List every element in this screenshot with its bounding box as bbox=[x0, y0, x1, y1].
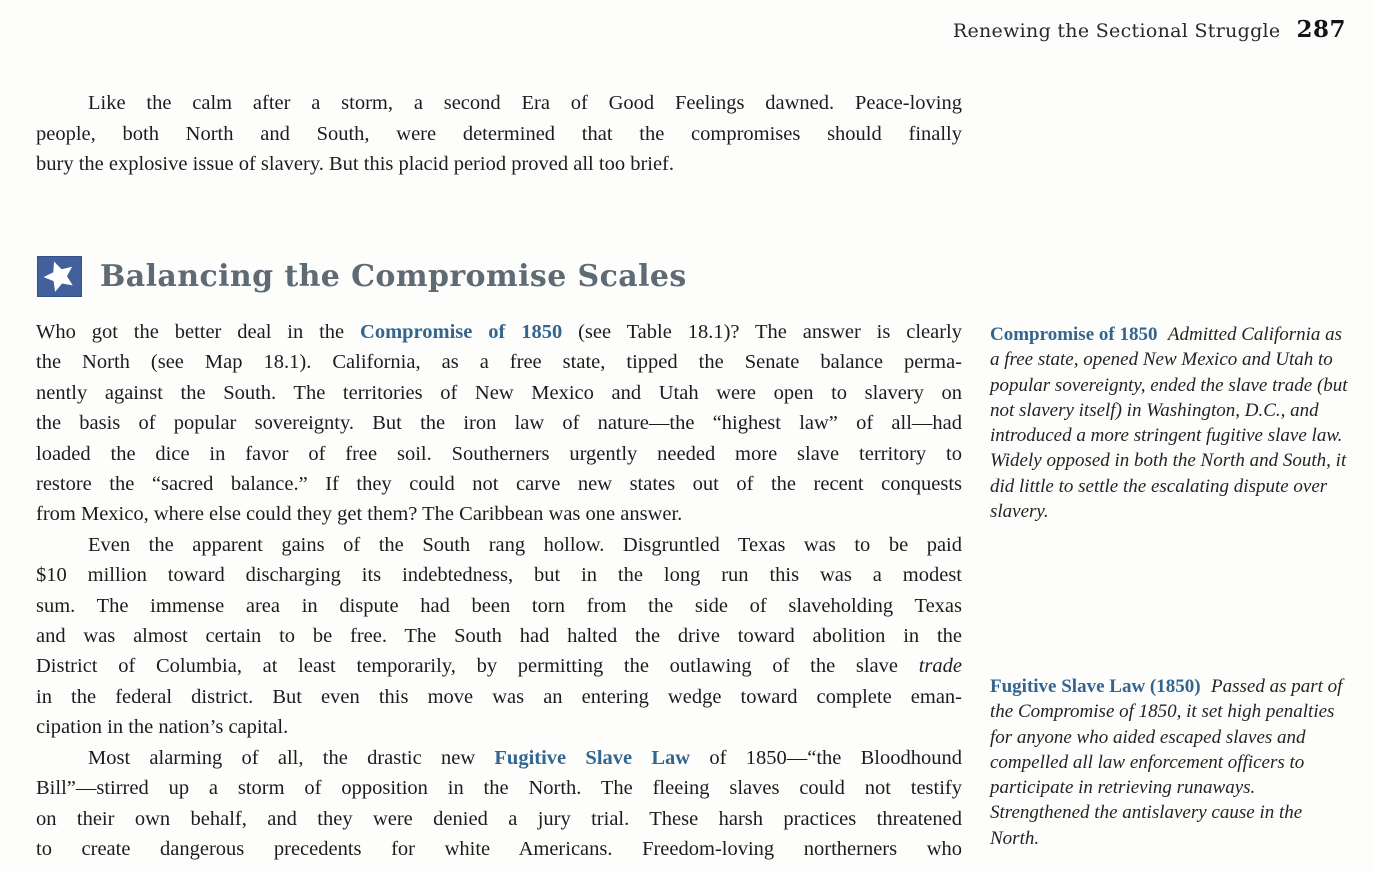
text-line bbox=[36, 530, 962, 560]
body-paragraph bbox=[36, 317, 962, 530]
text-run: on their own behalf, and they were denied a jury trial. These harsh practices threatened bbox=[36, 807, 962, 830]
glossary-definition: Admitted California as a free state, opened New Mexico and Utah to popular sovereignty, ended the slave trade (but not slavery itself) in Washington, D.C., and introduced a more stringent fugitive slave law. Widely opposed in both the North and South, it did little to settle the escalating dispute over slavery. bbox=[990, 324, 1348, 523]
text-run: Most alarming of all, the drastic new bbox=[88, 746, 495, 769]
text-run: District of Columbia, at least temporarily, by permitting the outlawing of the slave bbox=[36, 655, 919, 678]
text-run: of 1850—“the Bloodhound bbox=[690, 746, 962, 769]
running-header bbox=[953, 16, 1346, 43]
body-paragraph bbox=[36, 743, 962, 865]
text-run: cipation in the nation’s capital. bbox=[36, 716, 289, 739]
glossary-definition: Passed as part of the Compromise of 1850, it set high penalties for anyone who aided escaped slaves and compelled all law enforcement officers to participate in retrieving runaways. Strengthened the antislavery cause in the North. bbox=[990, 676, 1343, 849]
text-line bbox=[36, 408, 962, 438]
text-line bbox=[36, 439, 962, 469]
key-term: Fugitive Slave Law bbox=[494, 746, 691, 769]
glossary-term: Fugitive Slave Law (1850) bbox=[990, 676, 1201, 697]
text-line bbox=[36, 88, 962, 119]
text-run: Like the calm after a storm, a second Era of Good Feelings dawned. Peace-loving bbox=[88, 92, 962, 114]
text-line bbox=[36, 591, 962, 621]
text-line bbox=[36, 682, 962, 712]
body-text-column bbox=[36, 317, 962, 864]
text-run: sum. The immense area in dispute had been torn from the side of slaveholding Texas bbox=[36, 594, 962, 617]
text-line bbox=[36, 773, 962, 803]
text-run: people, both North and South, were determined that the compromises should finally bbox=[36, 122, 962, 145]
text-line bbox=[36, 149, 962, 180]
text-line bbox=[36, 317, 962, 347]
key-term: Compromise of 1850 bbox=[360, 321, 563, 343]
glossary-note-compromise-of-1850 bbox=[990, 322, 1352, 524]
text-run: the basis of popular sovereignty. But the iron law of nature—the “highest law” of all—had bbox=[36, 412, 962, 435]
text-run: Even the apparent gains of the South rang hollow. Disgruntled Texas was to be paid bbox=[88, 533, 962, 556]
text-line bbox=[36, 651, 962, 681]
text-line bbox=[36, 119, 962, 150]
text-run: bury the explosive issue of slavery. But this placid period proved all too brief. bbox=[36, 153, 675, 176]
glossary-term: Compromise of 1850 bbox=[990, 324, 1158, 345]
section-heading bbox=[37, 256, 687, 297]
text-line bbox=[36, 621, 962, 651]
text-run: Who got the better deal in the bbox=[36, 321, 361, 343]
text-run: restore the “sacred balance.” If they could not carve new states out of the recent conquests bbox=[36, 473, 962, 496]
running-header-title: Renewing the Sectional Struggle bbox=[952, 20, 1281, 42]
text-line bbox=[36, 378, 962, 408]
text-run: nently against the South. The territories of New Mexico and Utah were open to slavery on bbox=[36, 381, 962, 404]
star-in-square-icon bbox=[37, 256, 82, 297]
text-line bbox=[36, 834, 962, 864]
text-run: to create dangerous precedents for white Americans. Freedom-loving northerners who bbox=[36, 837, 962, 860]
text-line bbox=[36, 804, 962, 834]
text-line bbox=[36, 469, 962, 499]
section-heading-title: Balancing the Compromise Scales bbox=[100, 259, 687, 294]
glossary-note-fugitive-slave-law bbox=[990, 674, 1352, 851]
text-run: and was almost certain to be free. The South had halted the drive toward abolition in the bbox=[36, 625, 962, 648]
text-run: loaded the dice in favor of free soil. Southerners urgently needed more slave territory to bbox=[36, 442, 962, 465]
text-line bbox=[36, 712, 962, 742]
text-line bbox=[36, 743, 962, 773]
text-run: trade bbox=[918, 655, 962, 678]
text-run: Bill”—stirred up a storm of opposition in the North. The fleeing slaves could not testify bbox=[36, 777, 962, 800]
text-line bbox=[36, 347, 962, 377]
text-run: (see Table 18.1)? The answer is clearly bbox=[562, 321, 962, 343]
body-paragraph bbox=[36, 530, 962, 743]
text-line bbox=[36, 499, 962, 529]
page-number: 287 bbox=[1296, 16, 1346, 43]
text-run: in the federal district. But even this move was an entering wedge toward complete eman- bbox=[36, 685, 962, 708]
text-run: from Mexico, where else could they get them? The Caribbean was one answer. bbox=[36, 503, 683, 526]
intro-paragraph bbox=[36, 88, 962, 180]
text-line bbox=[36, 560, 962, 590]
text-run: $10 million toward discharging its indebtedness, but in the long run this was a modest bbox=[36, 564, 962, 587]
text-run: the North (see Map 18.1). California, as a free state, tipped the Senate balance perma- bbox=[36, 351, 962, 374]
